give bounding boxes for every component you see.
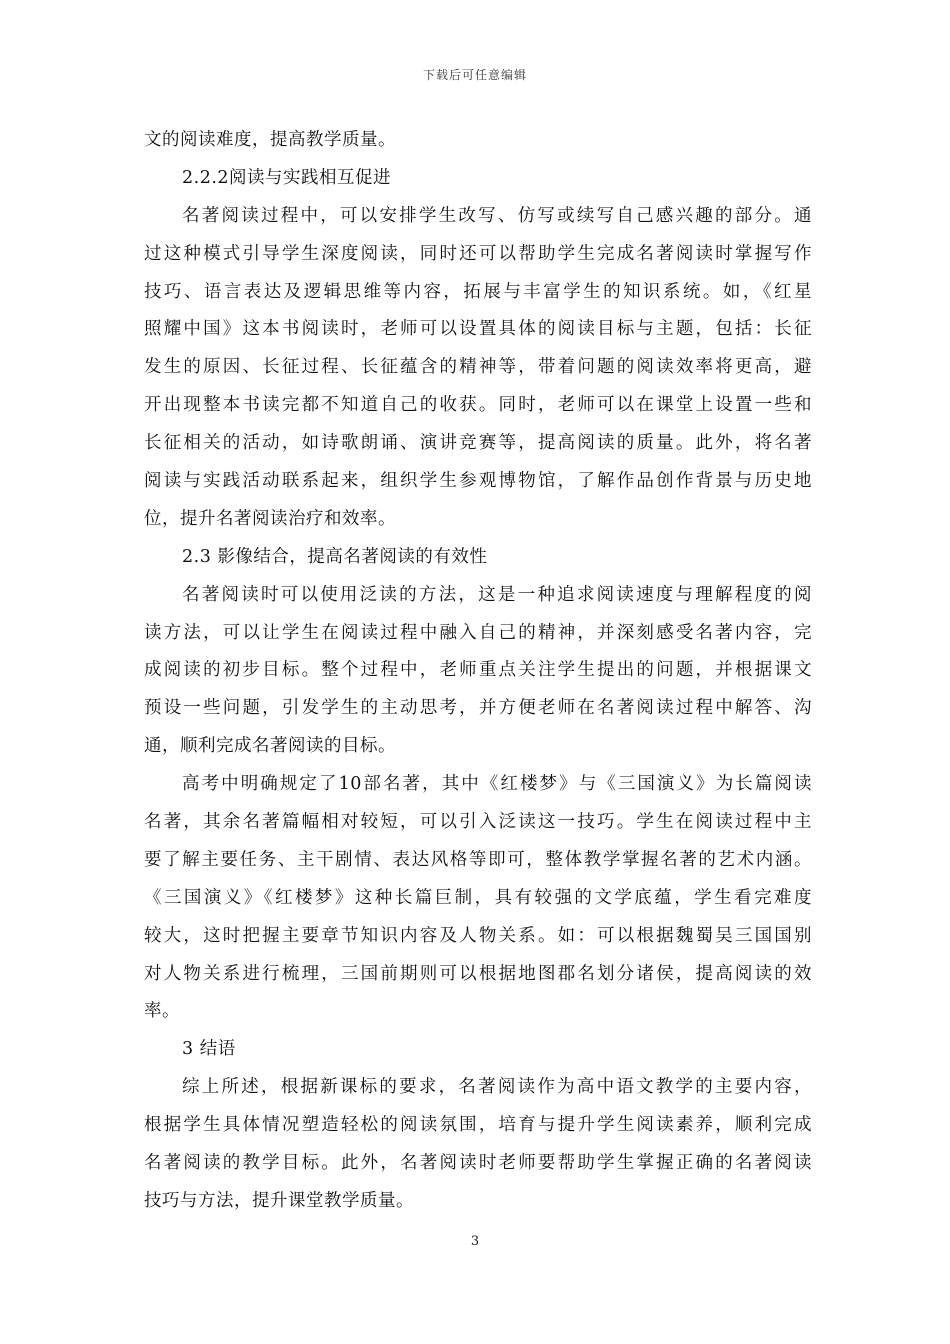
paragraph-line: 文的阅读难度，提高教学质量。 <box>144 130 396 150</box>
paragraph-line: 发生的原因、长征过程、长征蕴含的精神等，带着问题的阅读效率将更高，避 <box>144 357 812 378</box>
paragraph-line: 名著阅读时可以使用泛读的方法，这是一种追求阅读速度与理解程度的阅 <box>182 584 812 605</box>
paragraph-line: 《三国演义》《红楼梦》这种长篇巨制，具有较强的文学底蕴，学生看完难度 <box>144 887 812 908</box>
paragraph-line: 对人物关系进行梳理，三国前期则可以根据地图郡名划分诸侯，提高阅读的效 <box>144 963 812 984</box>
paragraph-line: 位，提升名著阅读治疗和效率。 <box>144 508 396 529</box>
paragraph-line: 读方法，可以让学生在阅读过程中融入自己的精神，并深刻感受名著内容，完 <box>144 622 812 643</box>
paragraph-line: 阅读与实践活动联系起来，组织学生参观博物馆，了解作品创作背景与历史地 <box>144 471 812 492</box>
paragraph-line: 预设一些问题，引发学生的主动思考，并方便老师在名著阅读过程中解答、沟 <box>144 698 812 719</box>
paragraph-line: 过这种模式引导学生深度阅读，同时还可以帮助学生完成名著阅读时掌握写作 <box>144 243 812 264</box>
paragraph-line: 率。 <box>144 1001 180 1022</box>
paragraph-line: 名著阅读过程中，可以安排学生改写、仿写或续写自己感兴趣的部分。通 <box>182 205 812 226</box>
section-heading: 2.3 影像结合，提高名著阅读的有效性 <box>182 546 488 567</box>
paragraph-line: 成阅读的初步目标。整个过程中，老师重点关注学生提出的问题，并根据课文 <box>144 660 812 681</box>
paragraph-line: 根据学生具体情况塑造轻松的阅读氛围，培育与提升学生阅读素养，顺利完成 <box>144 1115 812 1136</box>
section-heading: 2.2.2阅读与实践相互促进 <box>182 167 392 188</box>
paragraph-line: 综上所述，根据新课标的要求，名著阅读作为高中语文教学的主要内容， <box>182 1077 812 1098</box>
paragraph-line: 要了解主要任务、主干剧情、表达风格等即可，整体教学掌握名著的艺术内涵。 <box>144 849 812 870</box>
paragraph-line: 技巧与方法，提升课堂教学质量。 <box>144 1190 414 1211</box>
document-body <box>144 122 812 1221</box>
paragraph-line: 照耀中国》这本书阅读时，老师可以设置具体的阅读目标与主题，包括：长征 <box>144 319 812 340</box>
section-heading: 3 结语 <box>182 1039 236 1060</box>
page-number: 3 <box>470 1234 480 1249</box>
paragraph-line: 名著阅读的教学目标。此外，名著阅读时老师要帮助学生掌握正确的名著阅读 <box>144 1153 812 1174</box>
header-note: 下载后可任意编辑 <box>422 68 527 82</box>
paragraph-line: 开出现整本书读完都不知道自己的收获。同时，老师可以在课堂上设置一些和 <box>144 395 812 416</box>
paragraph-line: 长征相关的活动，如诗歌朗诵、演讲竞赛等，提高阅读的质量。此外，将名著 <box>144 433 812 454</box>
paragraph-line: 较大，这时把握主要章节知识内容及人物关系。如：可以根据魏蜀吴三国国别 <box>144 925 812 946</box>
paragraph-line: 技巧、语言表达及逻辑思维等内容，拓展与丰富学生的知识系统。如，《红星 <box>144 281 812 302</box>
paragraph-line: 高考中明确规定了10部名著，其中《红楼梦》与《三国演义》为长篇阅读 <box>182 774 812 795</box>
paragraph-line: 通，顺利完成名著阅读的目标。 <box>144 736 396 757</box>
paragraph-line: 名著，其余名著篇幅相对较短，可以引入泛读这一技巧。学生在阅读过程中主 <box>144 812 812 833</box>
